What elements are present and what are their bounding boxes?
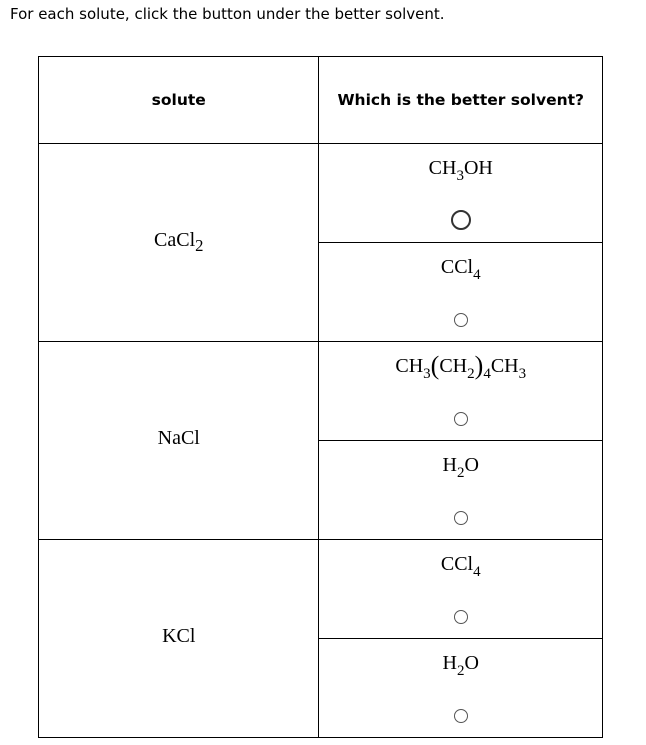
solvent-question-table	[38, 56, 603, 738]
formula-text: CH	[428, 157, 457, 179]
formula-subscript: 3	[518, 366, 527, 382]
formula-subscript: 2	[456, 663, 465, 679]
solvent-option-cell	[319, 342, 603, 441]
formula-subscript: 2	[456, 465, 465, 481]
solvent-radio-button[interactable]	[454, 412, 468, 426]
formula-text: CH	[395, 355, 424, 377]
header-solute: solute	[39, 57, 319, 144]
solvent-radio-button[interactable]	[454, 610, 468, 624]
solvent-option-cell	[319, 243, 603, 342]
formula-subscript: 2	[467, 366, 475, 382]
formula-text: O	[464, 652, 479, 674]
formula-subscript: 4	[473, 564, 481, 580]
solvent-formula	[319, 156, 602, 184]
formula-text: CCl	[440, 553, 474, 575]
formula-subscript: 3	[423, 366, 431, 382]
formula-text: H	[442, 454, 457, 476]
formula-text: CH	[439, 355, 468, 377]
table-row	[39, 342, 603, 441]
solute-cell	[39, 342, 319, 540]
table-row	[39, 144, 603, 243]
solvent-option-cell	[319, 441, 603, 540]
table-header-row	[39, 57, 603, 144]
solvent-formula	[319, 255, 602, 283]
solvent-radio-button[interactable]	[454, 313, 468, 327]
formula-text: CH	[490, 355, 519, 377]
solvent-option-cell	[319, 540, 603, 639]
solute-cell	[39, 540, 319, 738]
solute-cell	[39, 144, 319, 342]
instructions-text: For each solute, click the button under the better solvent.	[10, 5, 445, 23]
table-row	[39, 540, 603, 639]
solute-formula: NaCl	[157, 427, 200, 449]
solvent-option-cell	[319, 144, 603, 243]
formula-text: O	[464, 454, 479, 476]
solute-formula: CaCl$_2$	[154, 229, 204, 255]
solvent-formula	[319, 651, 602, 679]
formula-parenthesis: )	[474, 351, 484, 380]
solvent-radio-button[interactable]	[451, 210, 471, 230]
formula-subscript: 4	[473, 267, 481, 283]
formula-parenthesis: (	[430, 351, 440, 380]
solvent-formula	[319, 552, 602, 580]
solvent-option-cell	[319, 639, 603, 738]
solvent-formula	[319, 351, 602, 382]
formula-text: OH	[463, 157, 493, 179]
solvent-radio-button[interactable]	[454, 511, 468, 525]
formula-text: H	[442, 652, 457, 674]
formula-text: CCl	[440, 256, 474, 278]
solvent-formula	[319, 453, 602, 481]
formula-subscript: 4	[483, 366, 491, 382]
formula-subscript: 3	[456, 168, 464, 184]
solute-formula: KCl	[162, 625, 196, 647]
solvent-radio-button[interactable]	[454, 709, 468, 723]
header-better-solvent: Which is the better solvent?	[319, 57, 603, 144]
